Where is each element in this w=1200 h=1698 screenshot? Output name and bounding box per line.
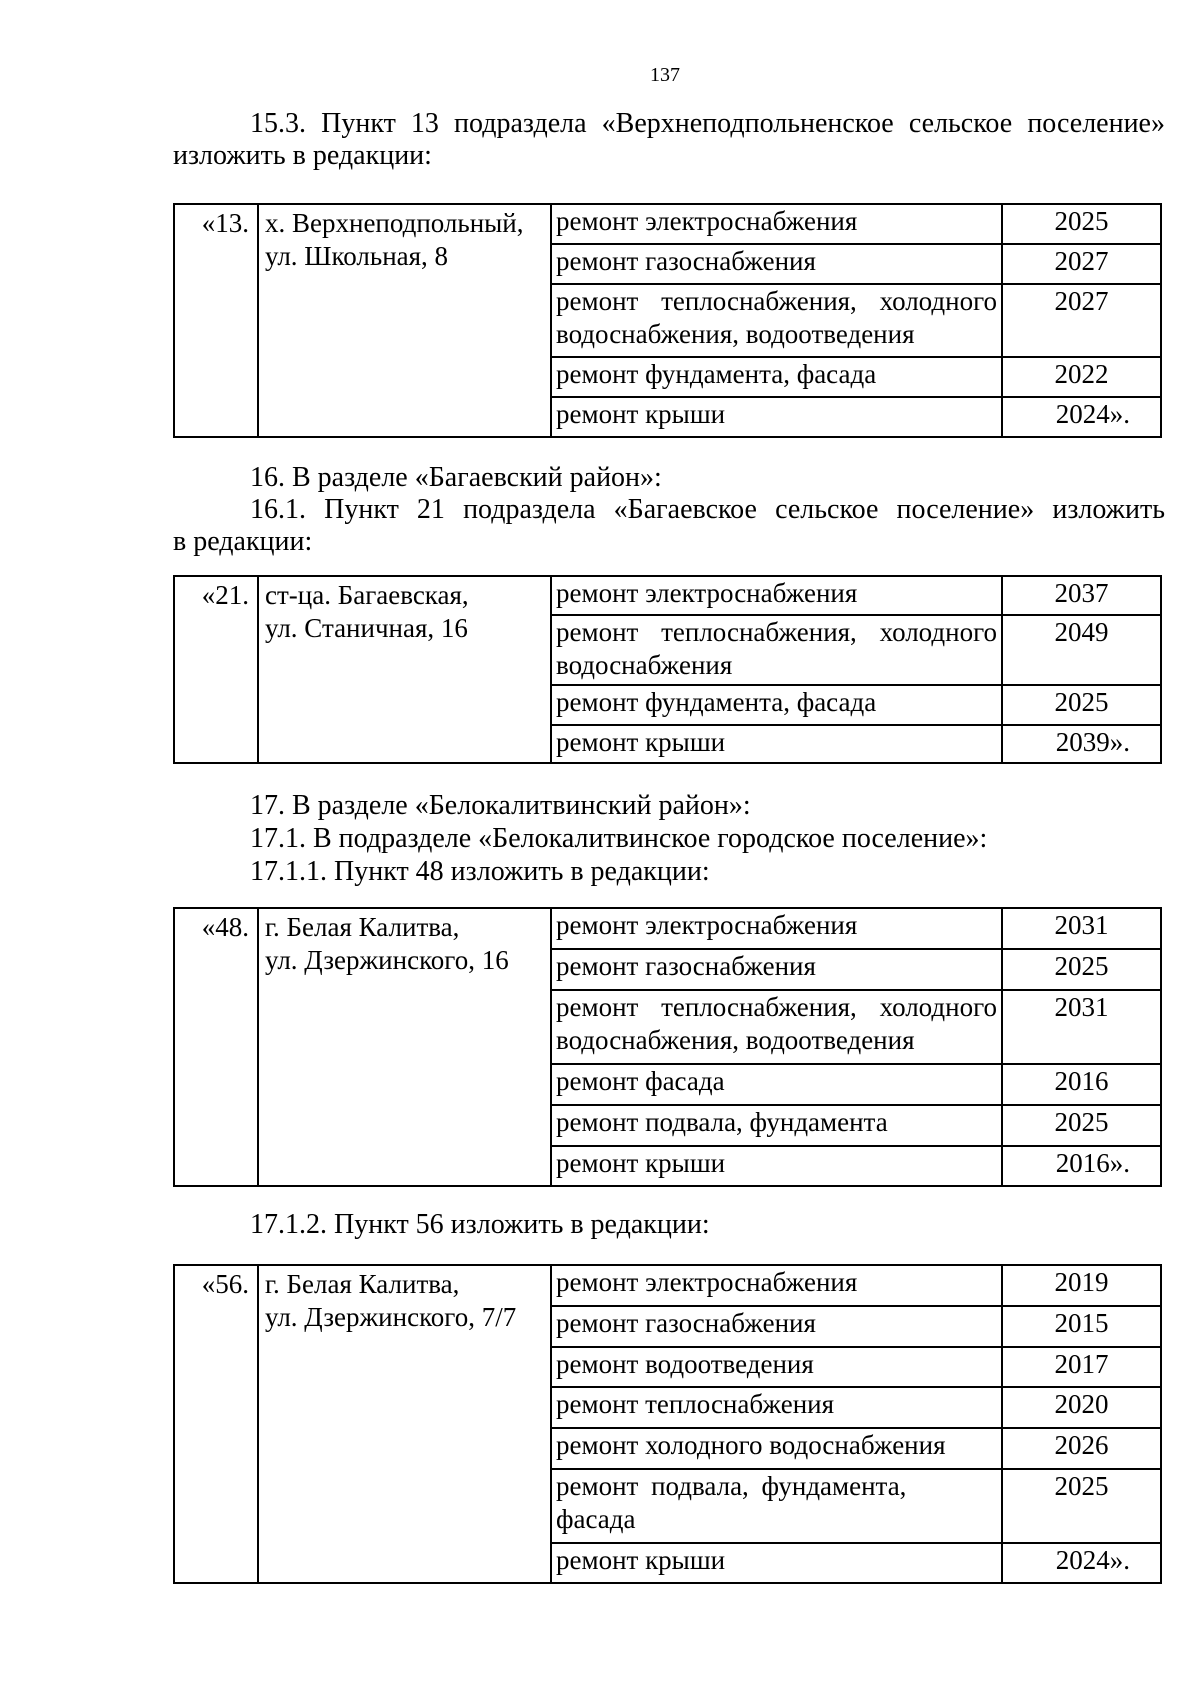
year: 2024». xyxy=(1002,1543,1161,1583)
year: 2027 xyxy=(1002,284,1161,357)
paragraph-15-3 xyxy=(173,108,1165,172)
paragraph-line: 16.1. Пункт 21 подраздела «Багаевское сельское поселение» изложить xyxy=(250,494,1165,525)
work-type: ремонт водоотведения xyxy=(551,1347,1002,1387)
address-line: ст-ца. Багаевская, xyxy=(265,580,469,610)
year: 2031 xyxy=(1002,908,1161,949)
year: 2025 xyxy=(1002,1469,1161,1543)
year: 2025 xyxy=(1002,685,1161,725)
work-type: ремонт подвала, фундамента xyxy=(551,1105,1002,1146)
work-type: ремонт электроснабжения xyxy=(551,908,1002,949)
work-type: ремонт теплоснабжения xyxy=(551,1387,1002,1428)
paragraph-line: 15.3. Пункт 13 подраздела «Верхнеподпольненское сельское поселение» xyxy=(250,108,1165,139)
paragraph-16-1 xyxy=(173,494,1165,558)
address-line: ул. Дзержинского, 16 xyxy=(265,945,509,975)
work-type: ремонт теплоснабжения, холодного водоснабжения xyxy=(551,615,1002,685)
address-cell xyxy=(258,204,551,437)
work-type: ремонт холодного водоснабжения xyxy=(551,1428,1002,1469)
work-type: ремонт газоснабжения xyxy=(551,949,1002,990)
year: 2016». xyxy=(1002,1146,1161,1186)
paragraph-line: изложить в редакции: xyxy=(173,140,432,171)
year: 2022 xyxy=(1002,357,1161,397)
address-line: ул. Дзержинского, 7/7 xyxy=(265,1302,517,1332)
paragraph-17-1-1: 17.1.1. Пункт 48 изложить в редакции: xyxy=(250,856,710,887)
year: 2025 xyxy=(1002,1105,1161,1146)
address-cell xyxy=(258,908,551,1186)
year: 2025 xyxy=(1002,204,1161,244)
address-line: г. Белая Калитва, xyxy=(265,1269,460,1299)
work-type: ремонт газоснабжения xyxy=(551,1306,1002,1347)
repair-table-13 xyxy=(173,203,1162,438)
paragraph-line: в редакции: xyxy=(173,526,313,557)
address-line: ул. Школьная, 8 xyxy=(265,241,449,271)
work-type: ремонт теплоснабжения, холодного водоснабжения, водоотведения xyxy=(551,990,1002,1064)
paragraph-17-1-2: 17.1.2. Пункт 56 изложить в редакции: xyxy=(250,1209,710,1240)
work-type: ремонт крыши xyxy=(551,397,1002,437)
year: 2017 xyxy=(1002,1347,1161,1387)
year: 2015 xyxy=(1002,1306,1161,1347)
address-line: г. Белая Калитва, xyxy=(265,912,460,942)
paragraph-16: 16. В разделе «Багаевский район»: xyxy=(250,462,662,493)
address-line: х. Верхнеподпольный, xyxy=(265,208,524,238)
paragraph-17-1: 17.1. В подразделе «Белокалитвинское городское поселение»: xyxy=(250,823,988,854)
year: 2037 xyxy=(1002,576,1161,615)
work-type: ремонт фасада xyxy=(551,1064,1002,1105)
year: 2031 xyxy=(1002,990,1161,1064)
item-number: «56. xyxy=(174,1265,258,1583)
work-type: ремонт электроснабжения xyxy=(551,1265,1002,1306)
work-type: ремонт крыши xyxy=(551,725,1002,763)
year: 2039». xyxy=(1002,725,1161,763)
page-number: 137 xyxy=(650,64,680,86)
work-type: ремонт электроснабжения xyxy=(551,204,1002,244)
work-type: ремонт крыши xyxy=(551,1543,1002,1583)
address-cell xyxy=(258,1265,551,1583)
year: 2016 xyxy=(1002,1064,1161,1105)
item-number: «21. xyxy=(174,576,258,763)
year: 2049 xyxy=(1002,615,1161,685)
year: 2025 xyxy=(1002,949,1161,990)
work-type: ремонт фундамента, фасада xyxy=(551,357,1002,397)
work-type: ремонт теплоснабжения, холодного водоснабжения, водоотведения xyxy=(551,284,1002,357)
year: 2020 xyxy=(1002,1387,1161,1428)
item-number: «13. xyxy=(174,204,258,437)
year: 2026 xyxy=(1002,1428,1161,1469)
year: 2024». xyxy=(1002,397,1161,437)
work-type: ремонт крыши xyxy=(551,1146,1002,1186)
item-number: «48. xyxy=(174,908,258,1186)
repair-table-56 xyxy=(173,1264,1162,1584)
work-type: ремонт фундамента, фасада xyxy=(551,685,1002,725)
paragraph-17: 17. В разделе «Белокалитвинский район»: xyxy=(250,790,751,821)
repair-table-21 xyxy=(173,575,1162,764)
repair-table-48 xyxy=(173,907,1162,1187)
work-type: ремонт подвала, фундамента, фасада xyxy=(551,1469,1002,1543)
address-cell xyxy=(258,576,551,763)
year: 2019 xyxy=(1002,1265,1161,1306)
work-type: ремонт электроснабжения xyxy=(551,576,1002,615)
work-type: ремонт газоснабжения xyxy=(551,244,1002,284)
year: 2027 xyxy=(1002,244,1161,284)
address-line: ул. Станичная, 16 xyxy=(265,613,468,643)
